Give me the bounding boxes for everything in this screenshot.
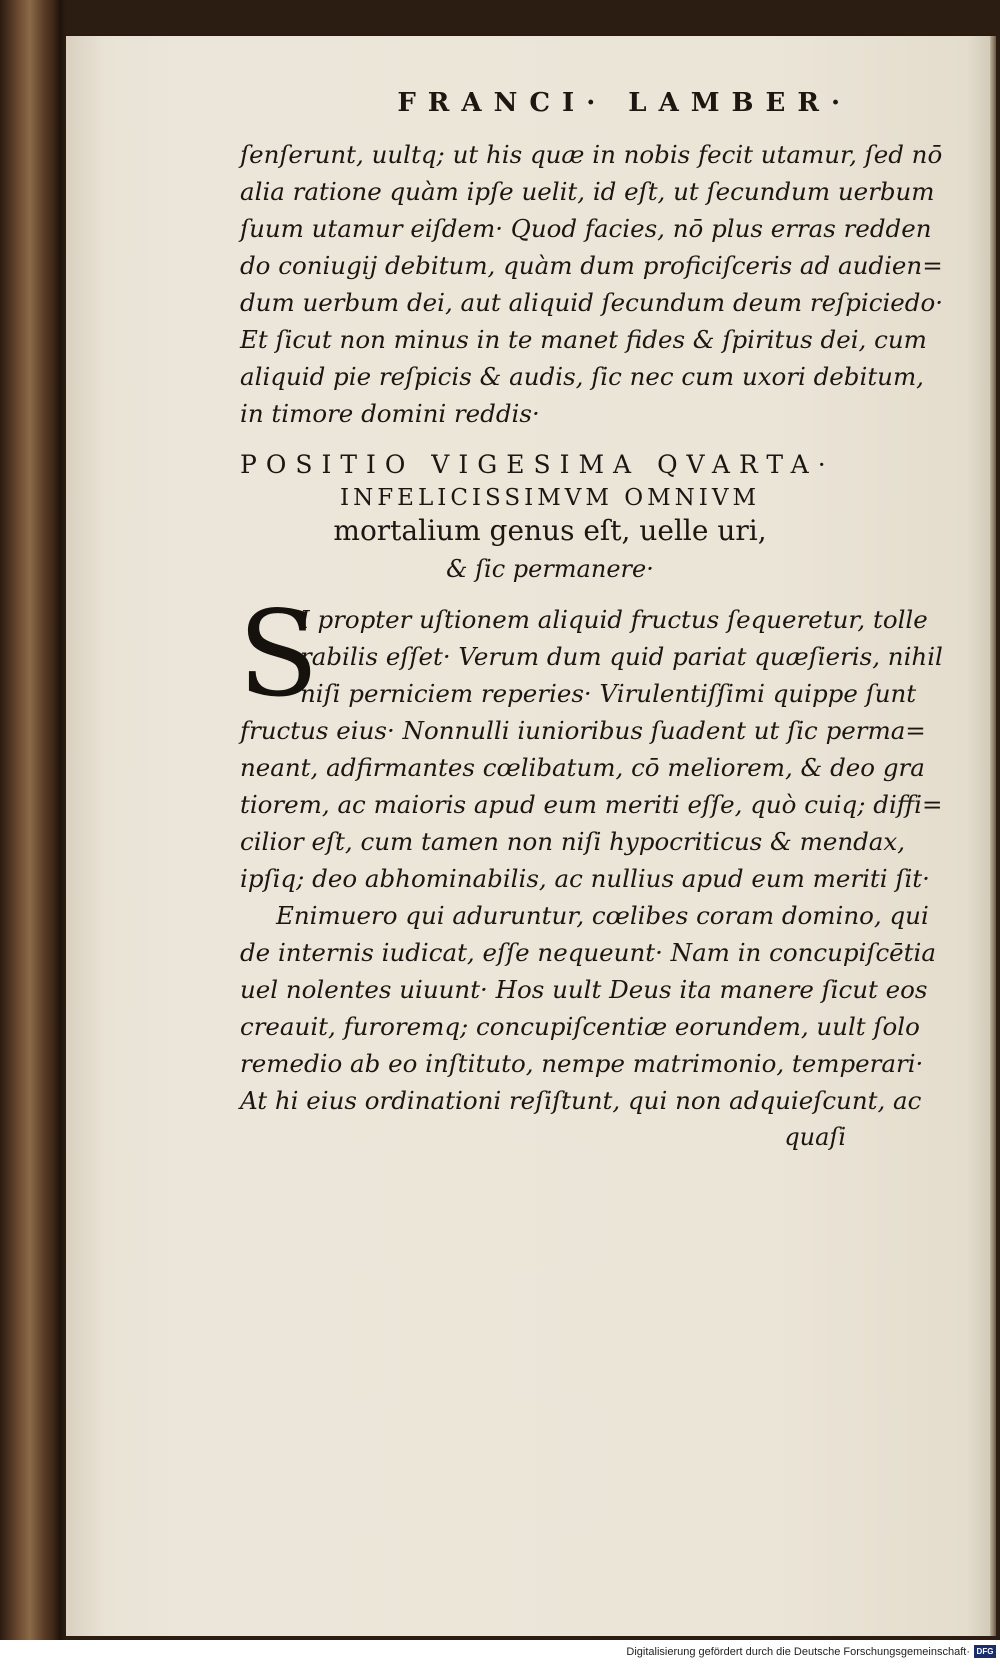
running-head-text: FRANCI· LAMBER· <box>397 88 852 118</box>
text-line: cilior eſt, cum tamen non niſi hypocriticus & mendax, <box>240 827 906 856</box>
section-heading: POSITIO VIGESIMA QVARTA· <box>240 450 835 479</box>
thesis-roman: mortalium genus eſt, uelle uri, <box>333 514 767 547</box>
text-block <box>238 88 943 1156</box>
text-line: ſuum utamur eiſdem· Quod facies, nō plus erras redden <box>240 214 932 243</box>
body-paragraph <box>238 585 943 1119</box>
text-line: dum uerbum dei, aut aliquid ſecundum deum reſpiciedo· <box>240 288 943 317</box>
text-line: de internis iudicat, eſſe nequeunt· Nam in concupiſcētia <box>240 938 936 967</box>
footer-bar <box>0 1640 1000 1667</box>
footer-credit: Digitalisierung gefördert durch die Deutsche Forschungsgemeinschaft· <box>626 1646 970 1658</box>
thesis-caps: INFELICISSIMVM OMNIVM <box>340 485 760 511</box>
thesis-italic: & ſic permanere· <box>446 555 654 583</box>
text-line: rabilis eſſet· Verum dum quid pariat quæſieris, nihil <box>300 642 943 671</box>
text-line: niſi perniciem reperies· Virulentiſſimi quippe ſunt <box>300 679 917 708</box>
text-line: ſenſerunt, uultq; ut his quæ in nobis fecit utamur, ſed nō <box>240 140 943 169</box>
text-line: neant, adfirmantes cœlibatum, cō meliorem, & deo gra <box>240 753 925 782</box>
running-head <box>240 88 860 118</box>
text-line: tiorem, ac maioris apud eum meriti eſſe, quò cuiq; diffi= <box>240 790 943 819</box>
text-line: ipſiq; deo abhominabilis, ac nullius apud eum meriti ſit· <box>240 864 930 893</box>
dfg-logo: DFG <box>974 1645 996 1658</box>
drop-cap: S <box>238 585 319 723</box>
catchword: quaſi <box>784 1123 846 1151</box>
page-edge <box>990 36 996 1636</box>
text-line: alia ratione quàm ipſe uelit, id eſt, ut ſecundum uerbum <box>240 177 935 206</box>
text-line: aliquid pie reſpicis & audis, ſic nec cum uxori debitum, <box>240 362 924 391</box>
text-line: remedio ab eo inſtituto, nempe matrimonio, temperari· <box>240 1049 924 1078</box>
text-line: fructus eius· Nonnulli iunioribus ſuadent ut ſic perma= <box>240 716 926 745</box>
text-line: Et ſicut non minus in te manet fides & ſpiritus dei, cum <box>240 325 927 354</box>
text-line: creauit, furoremq; concupiſcentiæ eorundem, uult ſolo <box>240 1012 920 1041</box>
text-line: At hi eius ordinationi reſiſtunt, qui non adquieſcunt, ac <box>240 1086 922 1115</box>
text-line: in timore domini reddis· <box>240 399 540 428</box>
text-line: do coniugij debitum, quàm dum proficiſceris ad audien= <box>240 251 943 280</box>
text-line: Enimuero qui aduruntur, cœlibes coram domino, qui <box>276 901 929 930</box>
text-line: uel nolentes uiuunt· Hos uult Deus ita manere ſicut eos <box>240 975 928 1004</box>
text-line: I propter uſtionem aliquid fructus ſequeretur, tolle <box>300 605 928 634</box>
top-paragraph <box>240 136 943 432</box>
